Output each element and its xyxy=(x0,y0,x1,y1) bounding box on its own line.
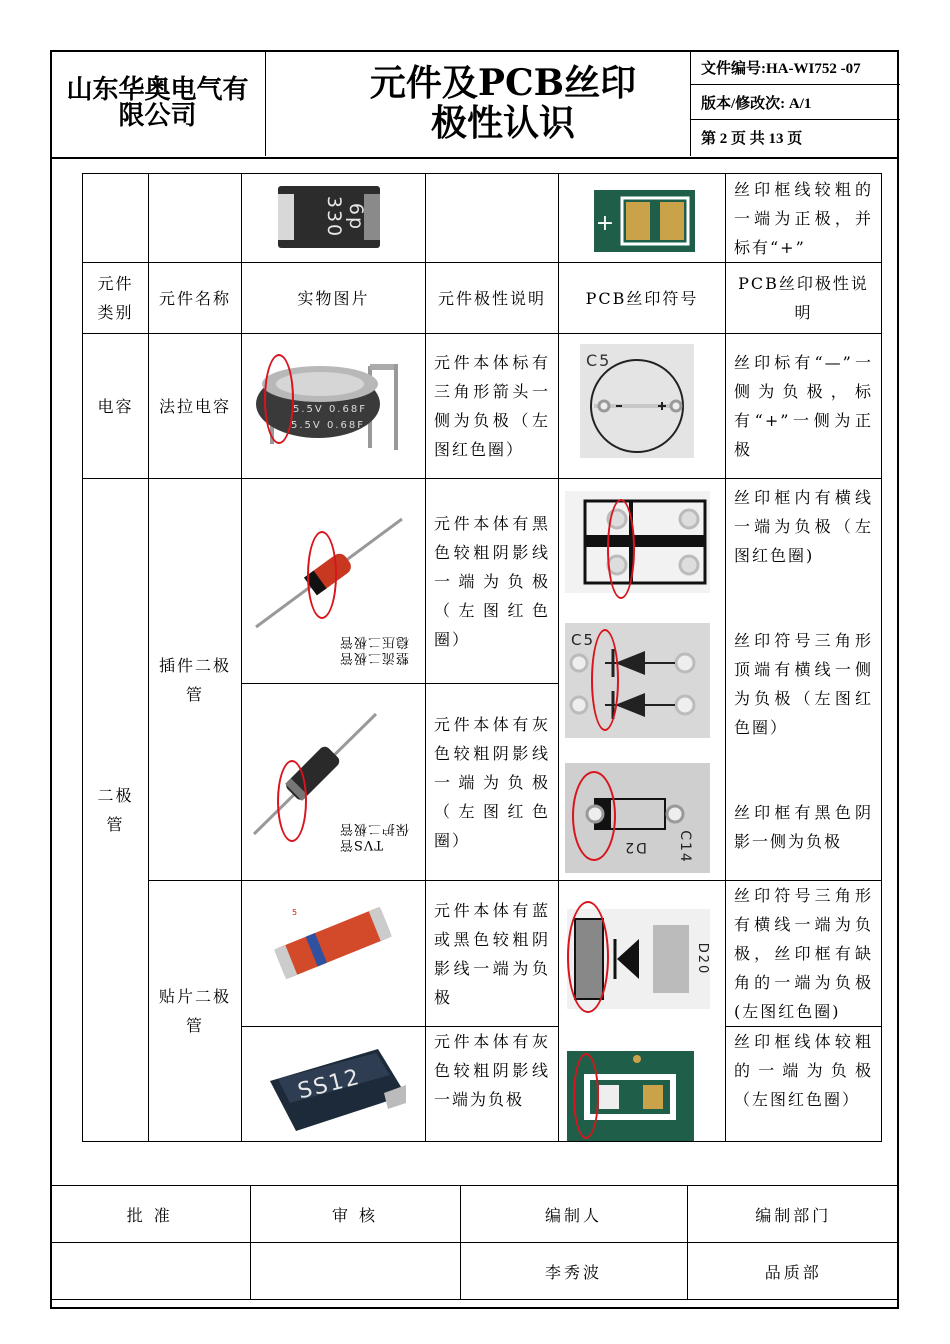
silk-thru-diode-images xyxy=(559,479,726,881)
silk-d2-label: D2 xyxy=(623,839,647,855)
title-line-1: 元件及PCB丝印 xyxy=(369,62,637,104)
red-circle-marker xyxy=(591,629,619,731)
smd1-polarity-desc: 元件本体有蓝或黑色较粗阴影线一端为负极 xyxy=(426,881,559,1027)
silk-tantalum-image xyxy=(559,174,726,263)
capacitor-silk-desc: 丝印标有“—”一侧为负极，标有“+”一侧为正极 xyxy=(726,334,882,479)
document-title xyxy=(266,50,740,156)
approval-footer xyxy=(50,1185,899,1300)
header-silk: PCB丝印符号 xyxy=(559,263,726,334)
ss12-marking: SS12 xyxy=(295,1064,364,1105)
footer-header-row xyxy=(50,1186,899,1243)
silk-c5-label: C5 xyxy=(571,631,596,649)
silk-smd-diode-images xyxy=(559,881,726,1142)
footer-value-row xyxy=(50,1243,899,1300)
tvs-diode-image xyxy=(250,710,380,838)
name-smd-diode: 贴片二极管 xyxy=(149,881,242,1142)
table-row xyxy=(83,174,882,263)
ss12-diode-image xyxy=(260,1041,410,1137)
header-divider xyxy=(50,157,899,159)
header-photo: 实物图片 xyxy=(242,263,426,334)
table-row xyxy=(83,334,882,479)
red-circle-marker xyxy=(567,901,609,1013)
polarity-table xyxy=(82,173,882,1142)
thru-silk-desc xyxy=(726,479,882,881)
footer-author-value: 李秀波 xyxy=(460,1243,687,1300)
table-row xyxy=(83,881,882,1027)
footer-dept: 编制部门 xyxy=(687,1186,899,1243)
footer-dept-value: 品质部 xyxy=(687,1243,899,1300)
thru2-polarity-desc: 元件本体有灰色较粗阴影线一端为负极（左图红色圈） xyxy=(426,684,559,881)
chip-marking-1: 330 xyxy=(323,195,345,239)
smd1-silk-desc: 丝印符号三角形有横线一端为负极，丝印框有缺角的一端为负极(左图红色圈) xyxy=(726,881,882,1027)
smd1-small-mark: 5 xyxy=(292,908,300,917)
silk-cap-label: C5 xyxy=(586,351,612,370)
silk-d20-label: D20 xyxy=(695,942,710,976)
tvs-caption: TVS管 保护二极管 xyxy=(338,821,409,852)
company-name: 山东华奥电气有限公司 xyxy=(50,50,266,156)
rectifier-diode-photo xyxy=(242,479,426,684)
chip-marking-2: 6p xyxy=(345,202,367,232)
title-line-2: 极性认识 xyxy=(430,102,575,144)
page-number: 第 2 页 共 13 页 xyxy=(701,131,803,147)
header-silk-polarity: PCB丝印极性说明 xyxy=(726,263,882,334)
red-circle-marker xyxy=(307,531,337,619)
red-circle-marker xyxy=(573,1053,599,1139)
category-diode: 二极管 xyxy=(83,479,149,1142)
red-circle-marker xyxy=(264,354,294,444)
smd2-silk-desc: 丝印框线体较粗的一端为负极（左图红色圈） xyxy=(726,1027,882,1142)
thru1-polarity-desc: 元件本体有黑色较粗阴影线一端为负极（左图红色圈） xyxy=(426,479,559,684)
silk-desc-1: 丝印框内有横线一端为负极（左图红色圈) xyxy=(734,488,873,565)
red-circle-marker xyxy=(572,771,616,861)
category-capacitor: 电容 xyxy=(83,334,149,479)
smd2-polarity-desc: 元件本体有灰色较粗阴影线一端为负极 xyxy=(426,1027,559,1142)
red-circle-marker xyxy=(277,760,307,842)
rectifier-caption: 整流二极管 稳压二极管 xyxy=(338,634,409,665)
footer-review-value xyxy=(250,1243,460,1300)
footer-review: 审 核 xyxy=(250,1186,460,1243)
smd-diode-photo-1 xyxy=(242,881,426,1027)
smd-diode-photo-2 xyxy=(242,1027,426,1142)
svg-text:+: + xyxy=(595,211,617,236)
doc-version: 版本/修改次: A/1 xyxy=(691,85,900,120)
farad-capacitor-photo xyxy=(242,334,426,479)
document-meta xyxy=(690,50,900,156)
header-category: 元件类别 xyxy=(83,263,149,334)
silk-desc-2: 丝印符号三角形顶端有横线一侧为负极（左图红色圈） xyxy=(734,631,873,737)
footer-approve: 批 准 xyxy=(50,1186,250,1243)
header-polarity: 元件极性说明 xyxy=(426,263,559,334)
doc-number: 文件编号:HA-WI752 -07 xyxy=(691,50,900,85)
table-row xyxy=(83,479,882,684)
silk-desc-row0: 丝印框线较粗的一端为正极，并标有“+” xyxy=(726,174,882,263)
red-circle-marker xyxy=(607,499,635,599)
cap-text-2: 5.5V 0.68F xyxy=(291,420,365,431)
name-farad-capacitor: 法拉电容 xyxy=(149,334,242,479)
table-header-row xyxy=(83,263,882,334)
tvs-diode-photo xyxy=(242,684,426,881)
header-name: 元件名称 xyxy=(149,263,242,334)
silk-desc-3: 丝印框有黑色阴影一侧为负极 xyxy=(734,803,873,851)
footer-approve-value xyxy=(50,1243,250,1300)
capacitor-polarity-desc: 元件本体标有三角形箭头一侧为负极（左图红色圈） xyxy=(426,334,559,479)
document-header xyxy=(50,50,899,158)
melf-diode-image xyxy=(258,891,408,995)
tantalum-capacitor-image xyxy=(278,186,380,248)
chip-capacitor-photo xyxy=(242,174,426,263)
silk-capacitor-image xyxy=(559,334,726,479)
footer-author: 编制人 xyxy=(460,1186,687,1243)
name-thru-diode: 插件二极管 xyxy=(149,479,242,881)
cap-text-1: 5.5V 0.68F xyxy=(293,404,367,415)
silk-c14-label: C14 xyxy=(677,830,693,864)
